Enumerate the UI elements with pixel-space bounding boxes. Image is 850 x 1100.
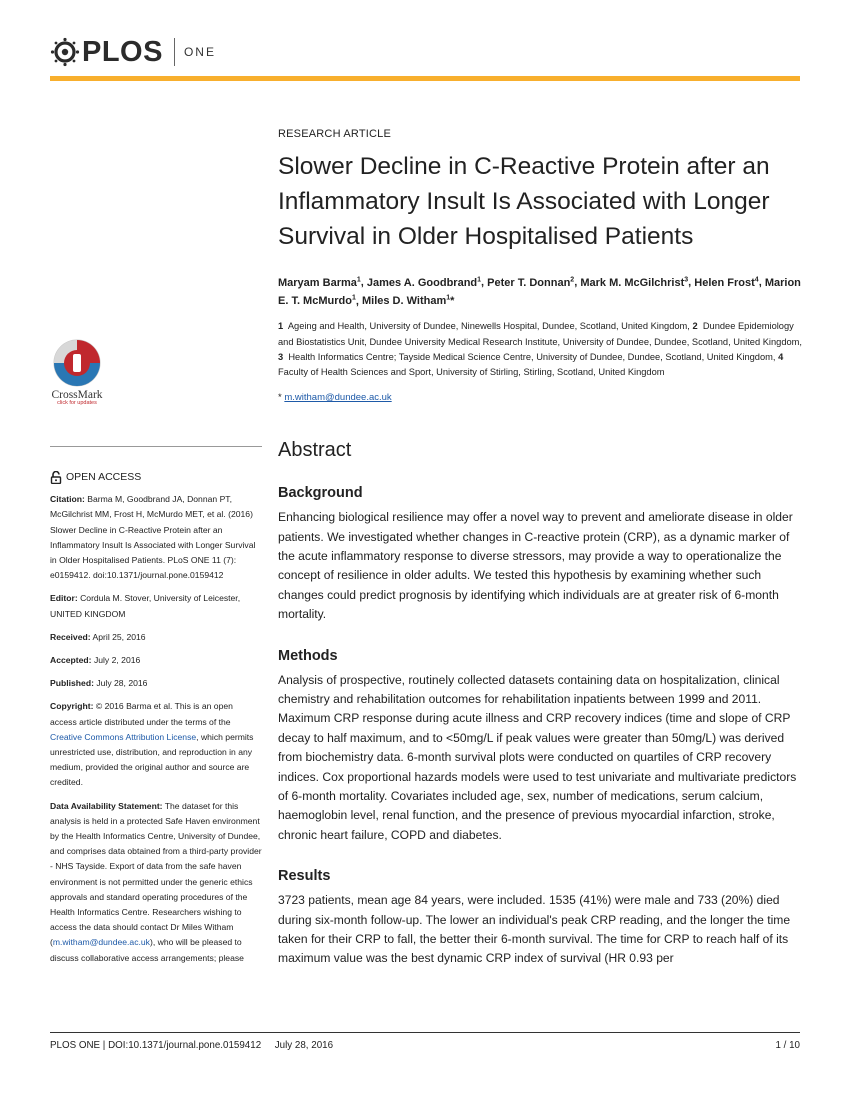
data-availability-text: The dataset for this analysis is held in a protected Safe Haven environment by the Health Informatics Centre, University of Dundee, and comprises data obtained from a third-party provider - NHS Tayside. Export of data from the safe haven environment is not permitted under the generic ethics approvals and standard operating procedures of the Health Informatics Centre. Researchers wishing to access the data should contact Dr Miles Witham ( bbox=[50, 800, 262, 948]
data-contact-email-link[interactable]: m.witham@dundee.ac.uk bbox=[52, 937, 150, 948]
header-rule bbox=[50, 76, 800, 81]
open-access-label: OPEN ACCESS bbox=[66, 471, 142, 483]
brand-name: PLOS bbox=[82, 35, 163, 68]
page-number: 1 / 10 bbox=[775, 1040, 800, 1051]
article-type: RESEARCH ARTICLE bbox=[278, 128, 392, 140]
crossmark-icon bbox=[52, 338, 102, 388]
results-heading: Results bbox=[278, 868, 331, 885]
crossmark-badge[interactable] bbox=[48, 338, 106, 406]
footer-rule bbox=[50, 1032, 800, 1033]
affiliation: Dundee Epidemiology and Biostatistics Unit, Dundee University Medical Research Institute, University of Dundee, Dundee, Scotland, United Kingdom, bbox=[278, 321, 802, 347]
affiliation: Faculty of Health Sciences and Sport, University of Stirling, Stirling, Scotland, United Kingdom bbox=[278, 366, 665, 377]
data-availability-text-post: ), who will be pleased to discuss collaborative access arrangements; please bbox=[50, 937, 244, 963]
footer-doi: PLOS ONE | DOI:10.1371/journal.pone.0159412 bbox=[50, 1040, 262, 1051]
published-block bbox=[50, 676, 262, 691]
logo-divider bbox=[174, 38, 175, 66]
citation-text: Barma M, Goodbrand JA, Donnan PT, McGilchrist MM, Frost H, McMurdo MET, et al. (2016) Slower Decline in C-Reactive Protein after an Inflammatory Insult Is Associated with Longer Survival in Older Hospitalised Patients. PLoS ONE 11 (7): e0159412. doi:10.1371/journal.pone.0159412 bbox=[50, 494, 256, 581]
plos-logo-icon bbox=[50, 37, 80, 67]
accepted-label: Accepted: bbox=[50, 655, 92, 666]
author: Miles D. Witham$^1$* bbox=[361, 294, 455, 308]
corresponding-email: * m.witham@dundee.ac.uk bbox=[278, 392, 392, 404]
copyright-text: © 2016 Barma et al. This is an open access article distributed under the terms of the bbox=[50, 701, 233, 727]
editor-text: Cordula M. Stover, University of Leicester, UNITED KINGDOM bbox=[50, 593, 241, 619]
journal-name: ONE bbox=[183, 45, 216, 59]
results-text: 3723 patients, mean age 84 years, were included. 1535 (41%) were male and 733 (20%) died during six-month follow-up. The lower an individual's peak CRP reading, and the longer the time taken for their CRP to fall, the better their 6-month survival. The time for CRP to reach half of its maximum value was the best dynamic CRP index of survival (HR 0.93 per bbox=[278, 893, 791, 966]
footer-citation bbox=[50, 1040, 333, 1051]
published-date: July 28, 2016 bbox=[96, 678, 148, 689]
left-column-rule bbox=[50, 446, 262, 447]
corresponding-email-link[interactable]: m.witham@dundee.ac.uk bbox=[284, 392, 392, 404]
accepted-date: July 2, 2016 bbox=[93, 655, 141, 666]
author: Marion E. T. McMurdo$^1$ bbox=[278, 276, 801, 308]
author: Peter T. Donnan$^2$ bbox=[487, 276, 575, 289]
editor-label: Editor: bbox=[50, 593, 78, 604]
editor-block bbox=[50, 591, 262, 621]
plos-one-logo bbox=[50, 34, 216, 70]
open-lock-icon bbox=[50, 471, 62, 484]
received-date: April 25, 2016 bbox=[92, 631, 146, 642]
background-text: Enhancing biological resilience may offer a novel way to prevent and ameliorate disease in older patients. We investigated whether changes in C-reactive protein (CRP), as a dynamic marker of the acute inflammatory response to diverse stressors, may provide a way to operationalize the concept of resilience in older adults. We tested this hypothesis by examining whether such changes could predict prognosis by identifying which individuals are at greater risk of 6-month mortality. bbox=[278, 510, 793, 622]
license-link[interactable]: Creative Commons Attribution License bbox=[50, 731, 197, 742]
copyright-block bbox=[50, 699, 262, 790]
author: Maryam Barma$^1$ bbox=[278, 276, 361, 289]
methods-text: Analysis of prospective, routinely collected datasets containing data on hospitalization, clinical chemistry and rehabilitation outcomes for rehabilitation inpatients between 1999 and 2011. Maximum CRP response during acute illness and CRP recovery indices (time and slope of CRP decay to half maximum, and to <50mg/L if peak values were greater than 50mg/L) was derived from biochemistry data. 6-month survival plots were conducted on quartiles of CRP recovery indices. Cox proportional hazards models were used to test univariate and multivariate predictors of 6-month mortality. Covariates included age, sex, number of medications, serum calcium, haemoglobin level, renal function, and the presence of previous myocardial infarction, stroke, chronic heart failure, COPD and diabetes. bbox=[278, 672, 797, 842]
data-availability-block bbox=[50, 799, 262, 966]
author: Helen Frost$^4$ bbox=[694, 276, 759, 289]
author: Mark M. McGilchrist$^3$ bbox=[580, 276, 689, 289]
copyright-label: Copyright: bbox=[50, 701, 94, 712]
author-list: Maryam Barma$^1$, James A. Goodbrand$^1$, Peter T. Donnan$^2$, Mark M. McGilchrist$^3$, Helen Frost$^4$, Marion E. T. McMurdo$^1$, Miles D. Witham$^1$* bbox=[278, 276, 801, 308]
article-title: Slower Decline in C-Reactive Protein after an Inflammatory Insult Is Associated with Longer Survival in Older Hospitalised Patients bbox=[278, 153, 770, 250]
copyright-text-post: , which permits unrestricted use, distribution, and reproduction in any medium, provided the original author and source are credited. bbox=[50, 731, 254, 788]
methods-heading: Methods bbox=[278, 647, 338, 664]
received-label: Received: bbox=[50, 631, 91, 642]
open-access-badge bbox=[50, 470, 262, 485]
author: James A. Goodbrand$^1$ bbox=[366, 276, 482, 289]
affiliation: Health Informatics Centre; Tayside Medical Science Centre, University of Dundee, Dundee, Scotland, United Kingdom, bbox=[288, 351, 776, 362]
accepted-block bbox=[50, 653, 262, 668]
article-info-sidebar bbox=[50, 470, 262, 974]
affiliations: 1 Ageing and Health, University of Dundee, Ninewells Hospital, Dundee, Scotland, United Kingdom, 2 Dundee Epidemiology and Biostatistics Unit, Dundee University Medical Research Institute, University of Dundee, Dundee, Scotland, United Kingdom, 3 Health Informatics Centre; Tayside Medical Science Centre, University of Dundee, Dundee, Scotland, United Kingdom, 4 Faculty of Health Sciences and Sport, University of Stirling, Stirling, Scotland, United Kingdom bbox=[278, 321, 802, 377]
article-main bbox=[278, 128, 802, 969]
citation-label: Citation: bbox=[50, 494, 85, 505]
abstract-heading: Abstract bbox=[278, 439, 352, 462]
published-label: Published: bbox=[50, 678, 94, 689]
data-availability-label: Data Availability Statement: bbox=[50, 800, 163, 811]
citation-block bbox=[50, 492, 262, 583]
background-heading: Background bbox=[278, 485, 363, 502]
received-block bbox=[50, 630, 262, 645]
affiliation: Ageing and Health, University of Dundee, Ninewells Hospital, Dundee, Scotland, United Kingdom, bbox=[287, 321, 690, 332]
footer-date: July 28, 2016 bbox=[274, 1040, 334, 1051]
crossmark-sublabel: click for updates bbox=[57, 400, 97, 406]
crossmark-label: CrossMark bbox=[51, 389, 103, 401]
